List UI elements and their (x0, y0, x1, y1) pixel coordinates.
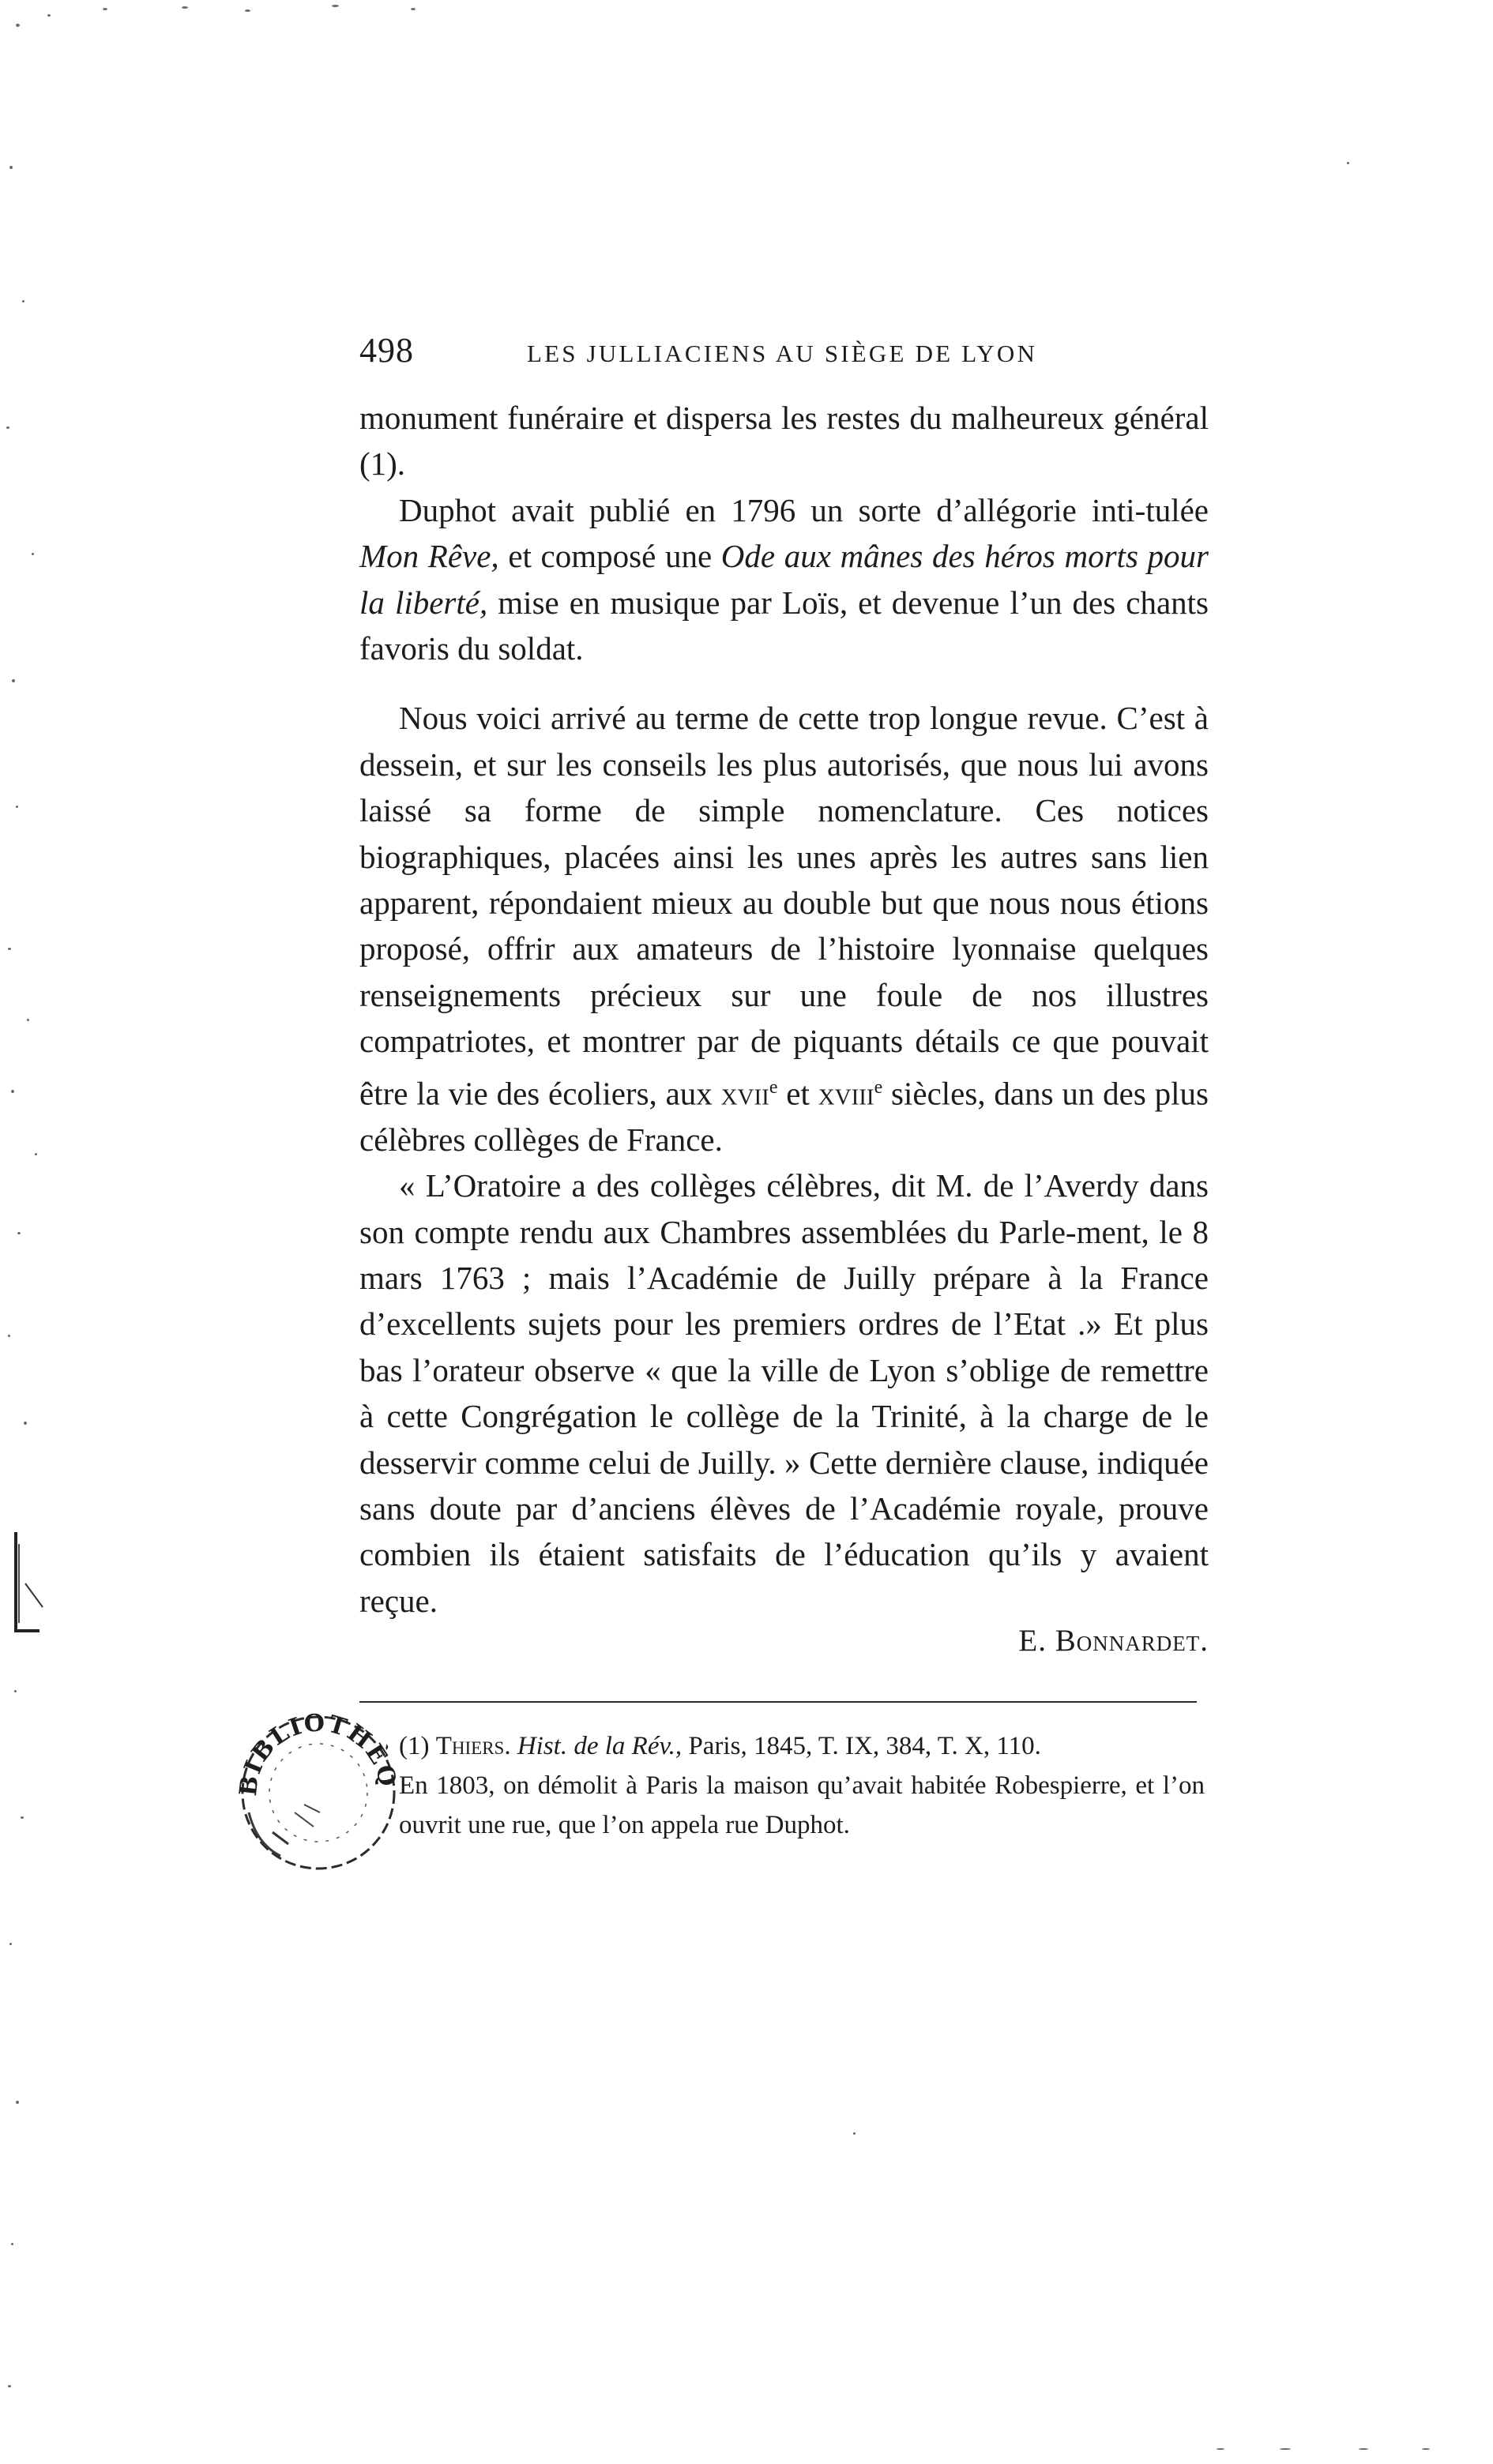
text-run: et composé une (498, 538, 721, 575)
footnote-rule (359, 1701, 1197, 1703)
century-numeral: xvii (720, 1075, 769, 1112)
superscript: e (874, 1076, 883, 1098)
italic-title: Mon Rêve, (359, 538, 499, 575)
text-run: et (777, 1075, 818, 1112)
text-run: siècles, dans un des plus célèbres collèges de France. (359, 1075, 1209, 1158)
footnote-title: Hist. de la Rév., (510, 1732, 683, 1760)
footnotes (399, 1726, 1205, 1845)
page-header (359, 330, 1209, 377)
signature-initial: E. (1018, 1624, 1055, 1658)
footnote-1 (399, 1726, 1205, 1766)
paragraph: monument funéraire et dispersa les restes du malheureux général (1). (359, 400, 1209, 483)
library-stamp (225, 1694, 407, 1876)
footnote-text: Paris, 1845, T. IX, 384, T. X, 110. (682, 1732, 1041, 1760)
author-signature (946, 1623, 1209, 1658)
margin-bracket-mark (8, 1528, 55, 1639)
footnote-author: Thiers. (435, 1732, 511, 1760)
superscript: e (769, 1076, 778, 1098)
main-text (359, 395, 1209, 1624)
footnote-2: En 1803, on démolit à Paris la maison qu’avait habitée Robespierre, et l’on ouvrit une rue, que l’on appela rue Duphot. (399, 1771, 1205, 1839)
paragraph (359, 487, 1209, 672)
text-run: mise en musique par Loïs, et devenue l’un des chants favoris du soldat. (359, 584, 1209, 667)
signature-name: Bonnardet. (1055, 1624, 1209, 1658)
stamp-icon (225, 1694, 407, 1876)
paragraph: « L’Oratoire a des collèges célèbres, dit M. de l’Averdy dans son compte rendu aux Chambres assemblées du Parle-ment, le 8 mars 1763 ; mais l’Académie de Juilly prépare à la France d’excellents sujets pour les premiers ordres de l’Etat .» Et plus bas l’orateur observe « que la ville de Lyon s’oblige de remettre à cette Congrégation le collège de la Trinité, à la charge de le desservir comme celui de Juilly. » Cette dernière clause, indiquée sans doute par d’anciens élèves de l’Académie royale, prouve combien ils étaient satisfaits de l’éducation qu’ils y avaient reçue. (359, 1167, 1209, 1619)
running-title: LES JULLIACIENS AU SIÈGE DE LYON (527, 340, 1038, 367)
page-number: 498 (359, 331, 414, 370)
text-run: Duphot avait publié en 1796 un sorte d’allégorie inti-tulée (399, 491, 1209, 528)
italic-title: Ode aux mânes des héros morts pour la liberté, (359, 538, 1209, 621)
text-run: Nous voici arrivé au terme de cette trop longue revue. C’est à dessein, et sur les conseils les plus autorisés, que nous lui avons laissé sa forme de simple nomenclature. Ces notices biographiques, placées ainsi les unes après les autres sans lien apparent, répondaient mieux au double but que nous nous étions proposé, offrir aux amateurs de l’histoire lyonnaise quelques renseignements précieux sur une foule de nos illustres compatriotes, et montrer par de piquants détails ce que pouvait être la vie des écoliers, aux (359, 700, 1209, 1112)
paragraph (359, 695, 1209, 1163)
svg-text:BIBLIOTHÈQUE: BIBLIOTHÈQ (234, 1709, 402, 1797)
century-numeral: xviii (818, 1075, 874, 1112)
footnote-marker: (1) (399, 1732, 436, 1760)
